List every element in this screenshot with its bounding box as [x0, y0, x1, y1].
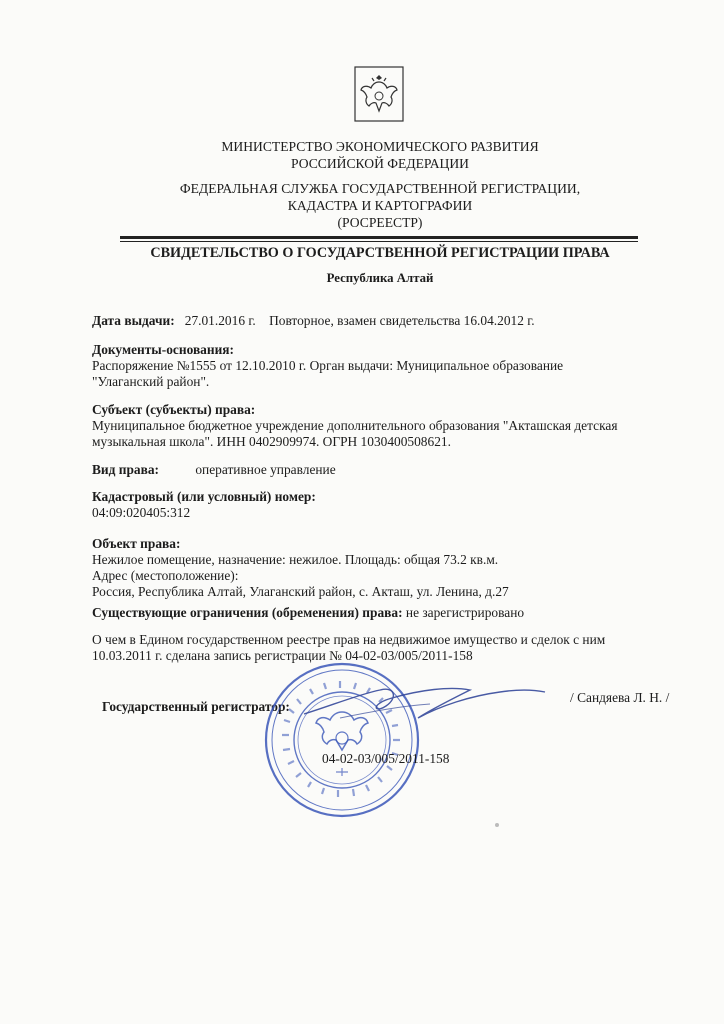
document-title: СВИДЕТЕЛЬСТВО О ГОСУДАРСТВЕННОЙ РЕГИСТРАЦИИ ПРАВА [150, 245, 610, 261]
issue-date-label: Дата выдачи: [92, 313, 175, 328]
issue-date-row [92, 313, 535, 329]
registry-line-2: 10.03.2011 г. сделана запись регистрации № 04-02-03/005/2011-158 [92, 648, 473, 663]
right-type-row [92, 462, 336, 478]
cadastral-value: 04:09:020405:312 [92, 505, 191, 520]
coat-of-arms-icon [354, 66, 404, 122]
cadastral-section [92, 489, 662, 521]
object-section [92, 536, 662, 600]
header-divider-thick [120, 236, 638, 239]
restrictions-value: не зарегистрировано [405, 605, 525, 620]
object-line-2: Адрес (местоположение): [92, 568, 239, 583]
region: Республика Алтай [326, 271, 434, 285]
right-type-label: Вид права: [92, 462, 160, 477]
cadastral-label: Кадастровый (или условный) номер: [92, 489, 316, 504]
basis-line-1: Распоряжение №1555 от 12.10.2010 г. Орган выдачи: Муниципальное образование [92, 358, 564, 373]
registrar-name: / Сандяева Л. Н. / [570, 690, 670, 705]
issue-note: Повторное, взамен свидетельства 16.04.2012 г. [269, 313, 535, 328]
restrictions-label: Существующие ограничения (обременения) права: [92, 605, 403, 620]
registrar-label: Государственный регистратор: [102, 699, 290, 714]
scan-speck [495, 823, 499, 827]
subject-line-2: музыкальная школа". ИНН 0402909974. ОГРН 1030400508621. [92, 434, 451, 449]
record-number: 04-02-03/005/2011-158 [322, 751, 450, 766]
ministry-line-2: РОССИЙСКОЙ ФЕДЕРАЦИИ [290, 156, 469, 171]
issue-date-value: 27.01.2016 г. [184, 313, 256, 328]
subject-section [92, 402, 662, 450]
basis-label: Документы-основания: [92, 342, 235, 357]
registry-line-1: О чем в Едином государственном реестре прав на недвижимое имущество и сделок с ним [92, 632, 606, 647]
service-line-3: (РОСРЕЕСТР) [337, 215, 423, 230]
subject-label: Субъект (субъекты) права: [92, 402, 256, 417]
restrictions-row [92, 605, 524, 621]
object-line-1: Нежилое помещение, назначение: нежилое. Площадь: общая 73.2 кв.м. [92, 552, 499, 567]
header-divider-thin [120, 241, 638, 242]
subject-line-1: Муниципальное бюджетное учреждение дополнительного образования "Акташская детская [92, 418, 618, 433]
basis-line-2: "Улаганский район". [92, 374, 210, 389]
object-label: Объект права: [92, 536, 181, 551]
service-line-1: ФЕДЕРАЛЬНАЯ СЛУЖБА ГОСУДАРСТВЕННОЙ РЕГИСТРАЦИИ, [179, 181, 581, 196]
right-type-value: оперативное управление [195, 462, 336, 477]
ministry-line-1: МИНИСТЕРСТВО ЭКОНОМИЧЕСКОГО РАЗВИТИЯ [221, 139, 539, 154]
basis-section [92, 342, 662, 390]
service-line-2: КАДАСТРА И КАРТОГРАФИИ [287, 198, 473, 213]
signature-icon [300, 676, 550, 736]
object-line-3: Россия, Республика Алтай, Улаганский район, с. Акташ, ул. Ленина, д.27 [92, 584, 509, 599]
